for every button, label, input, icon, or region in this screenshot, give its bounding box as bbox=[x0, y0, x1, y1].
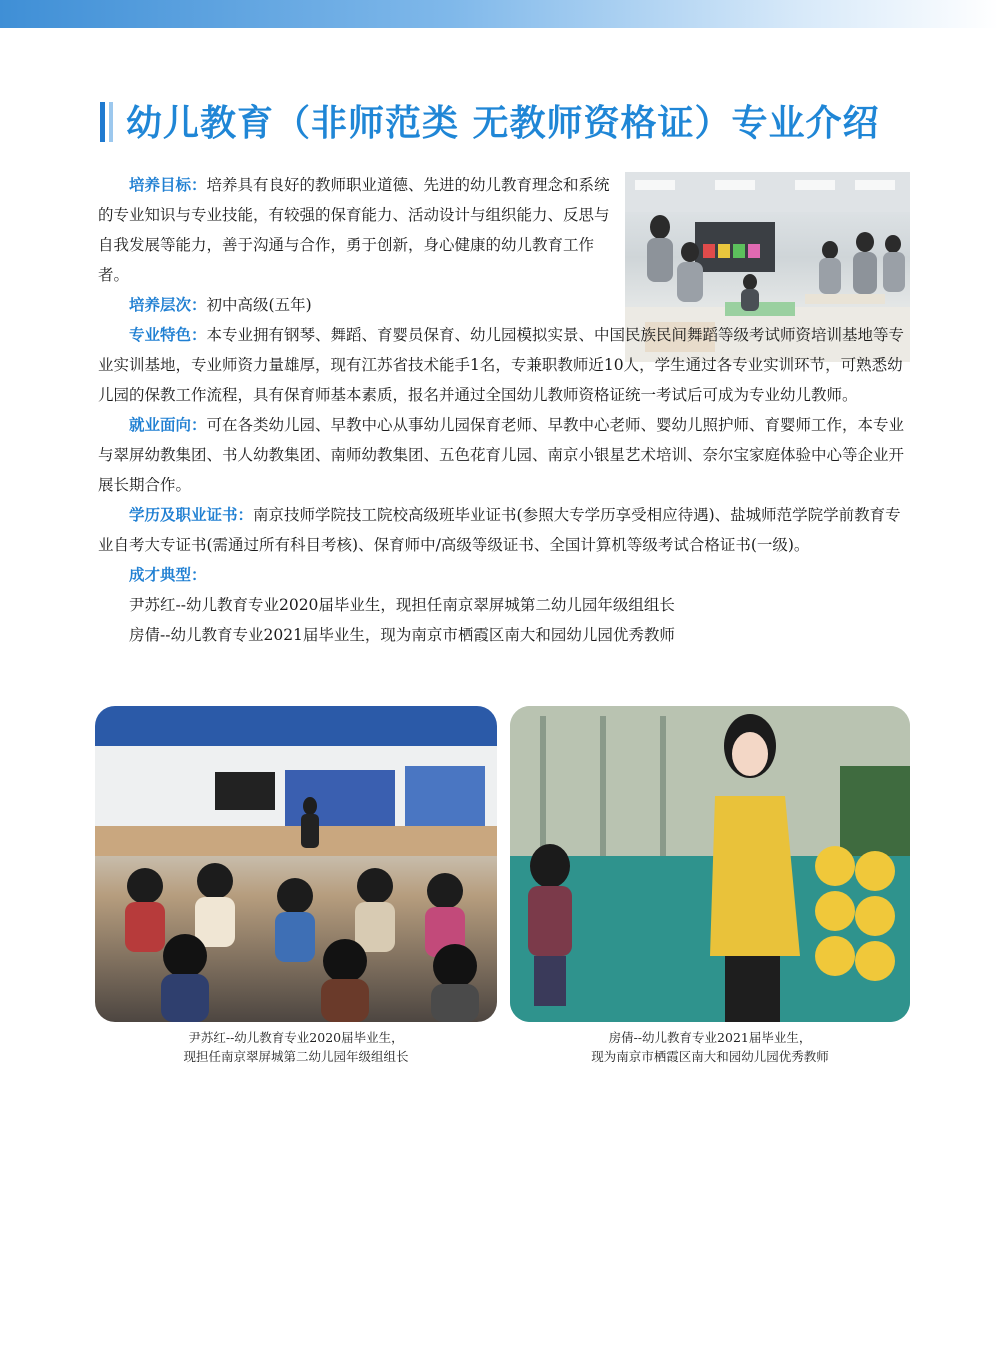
features-text: 本专业拥有钢琴、舞蹈、育婴员保育、幼儿园模拟实景、中国民族民间舞蹈等级考试师资培训基地等专业实训基地，专业师资力量雄厚，现有江苏省技术能手1名，专兼职教师近10人，学生通过各专业实训环节，可熟悉幼儿园的保教工作流程，具有保育师基本素质，报名并通过全国幼儿教师资格证统一考试后可成为专业幼儿教师。 bbox=[98, 326, 905, 404]
talents-label: 成才典型： bbox=[129, 565, 207, 584]
section-talents bbox=[98, 560, 913, 590]
title-accent-bar bbox=[100, 102, 105, 142]
level-label: 培养层次： bbox=[129, 295, 207, 314]
caption-left bbox=[95, 1028, 497, 1066]
section-goal bbox=[98, 170, 616, 290]
page-title: 幼儿教育（非师范类 无教师资格证）专业介绍 bbox=[126, 103, 880, 144]
teacher-outdoor-photo bbox=[510, 706, 910, 1022]
caption-left-line: 现担任南京翠屏城第二幼儿园年级组组长 bbox=[183, 1049, 409, 1064]
classroom-illustration bbox=[95, 706, 497, 1022]
teacher-outdoor-illustration bbox=[510, 706, 910, 1022]
features-label: 专业特色： bbox=[129, 325, 207, 344]
section-certificates bbox=[98, 500, 913, 560]
main-body-text bbox=[98, 170, 913, 650]
title-accent-bar-light bbox=[109, 102, 113, 142]
goal-label: 培养目标： bbox=[129, 175, 207, 194]
top-decorative-band bbox=[0, 0, 999, 28]
talent-item: 房倩--幼儿教育专业2021届毕业生，现为南京市栖霞区南大和园幼儿园优秀教师 bbox=[129, 626, 675, 644]
caption-right bbox=[509, 1028, 911, 1066]
level-text: 初中高级(五年) bbox=[206, 296, 312, 314]
caption-left-line: 尹苏红--幼儿教育专业2020届毕业生， bbox=[188, 1030, 404, 1045]
certificates-label: 学历及职业证书： bbox=[129, 505, 254, 524]
section-employment bbox=[98, 410, 913, 500]
goal-text: 培养具有良好的教师职业道德、先进的幼儿教育理念和系统的专业知识与专业技能，有较强的保育能力、活动设计与组织能力、反思与自我发展等能力，善于沟通与合作，勇于创新，身心健康的幼儿教育工作者。 bbox=[98, 176, 610, 284]
section-level bbox=[98, 290, 616, 320]
certificates-text: 南京技师学院技工院校高级班毕业证书(参照大专学历享受相应待遇)、盐城师范学院学前教育专业自考大专证书(需通过所有科目考核)、保育师中/高级等级证书、全国计算机等级考试合格证书(一级)。 bbox=[98, 506, 901, 554]
classroom-photo bbox=[95, 706, 497, 1022]
employment-label: 就业面向： bbox=[129, 415, 207, 434]
caption-right-line: 房倩--幼儿教育专业2021届毕业生， bbox=[608, 1030, 812, 1045]
employment-text: 可在各类幼儿园、早教中心从事幼儿园保育老师、早教中心老师、婴幼儿照护师、育婴师工作，本专业与翠屏幼教集团、书人幼教集团、南师幼教集团、五色花育儿园、南京小银星艺术培训、奈尔宝家庭体验中心等企业开展长期合作。 bbox=[98, 416, 905, 494]
talent-item: 尹苏红--幼儿教育专业2020届毕业生，现担任南京翠屏城第二幼儿园年级组组长 bbox=[129, 596, 675, 614]
caption-right-line: 现为南京市栖霞区南大和园幼儿园优秀教师 bbox=[591, 1049, 829, 1064]
section-features bbox=[98, 320, 913, 410]
